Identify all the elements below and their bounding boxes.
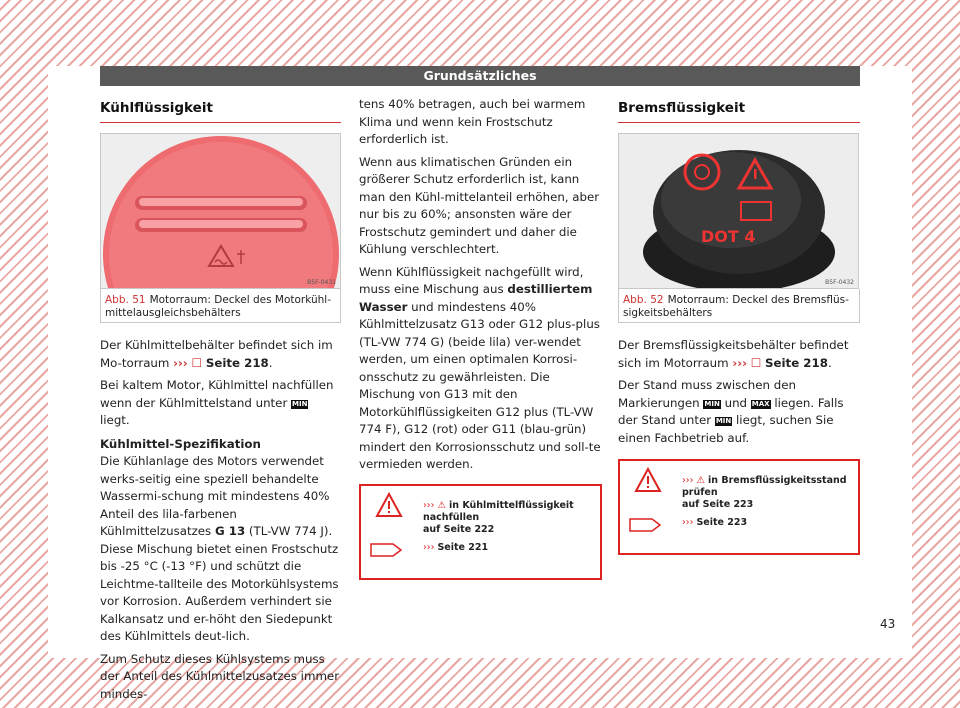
note-icon (371, 544, 401, 556)
warning-link-row[interactable] (682, 475, 858, 511)
caption-text: Motorraum: Deckel des Bremsflüs-sigkeitsbehälters (623, 294, 849, 319)
page-number: 43 (880, 617, 896, 631)
book-icon: ☐ (191, 355, 203, 370)
warning-box-brake (618, 459, 860, 555)
warning-small-icon: ⚠ (437, 499, 446, 511)
brake-cap-illustration (619, 134, 859, 289)
mid-body (359, 96, 602, 474)
warning-icons (361, 486, 417, 578)
min-marker-icon: MIN (704, 399, 720, 408)
arrow-link-icon[interactable]: ››› (732, 355, 747, 370)
arrow-link-icon[interactable]: ››› (173, 355, 188, 370)
section-title-brake-fluid: Bremsflüssigkeit (618, 96, 860, 123)
warning-small-icon: ⚠ (696, 475, 705, 486)
figure-caption (619, 289, 859, 320)
min-marker-icon: MIN (715, 417, 732, 425)
min-marker-icon: MIN (292, 399, 308, 408)
text: und mindestens 40% Kühlmittelzusatz G13 oder G12 plus-plus (TL-VW 774 G) (beide lila) ver-wendet werden, um einen optimalen Korrosi-onsschutz zu gewährleisten. Die Mischung von G13 mit den Motorkühlflüssigkeiten G12 plus (TL-VW 774 F), G12 (rot) oder G11 (blau-grün) mindert den Korrosionsschutz und soll-te vermieden werden. (359, 299, 601, 471)
text: liegt. (100, 413, 130, 427)
dot4-label: DOT 4 (701, 227, 756, 246)
paragraph (100, 377, 341, 430)
text: und (724, 395, 748, 410)
section-title-coolant: Kühlflüssigkeit (100, 96, 341, 123)
max-marker-icon: MAX (751, 399, 770, 408)
figure-code: B5F-0432 (825, 279, 854, 286)
book-icon: ☐ (750, 355, 762, 370)
paragraph: Wenn aus klimatischen Gründen ein größerer Schutz erforderlich ist, kann man den Kühl-mittelanteil erhöhen, aber nur bis zu 60%; ansonsten wäre der Frostschutz gemindert und daher die Kühlung verschlechtert. (359, 154, 600, 256)
caption-box (618, 289, 860, 323)
text: Der Kühlmittelbehälter befindet sich im Mo-torraum (100, 338, 333, 370)
left-body (100, 337, 341, 703)
chapter-header: Grundsätzliches (100, 66, 860, 86)
figure-number: Abb. 51 (105, 294, 146, 306)
subheading-spec: Kühlmittel-Spezifikation (100, 436, 261, 451)
arrow-link-icon: ››› (682, 517, 694, 528)
text: Bei kaltem Motor, Kühlmittel nachfüllen wenn der Kühlmittelstand unter (100, 378, 334, 410)
figure-brake-cap (618, 133, 859, 289)
paragraph (618, 377, 860, 447)
warning-link-text: in Kühlmittelflüssigkeit nachfüllen (423, 499, 574, 523)
arrow-link-icon: ››› (423, 541, 435, 553)
text: Wenn Kühlflüssigkeit nachgefüllt wird, muss eine Mischung aus (359, 264, 584, 296)
page-reference-link[interactable]: Seite 218 (765, 355, 828, 370)
caption-text: Motorraum: Deckel des Motorkühl-mittelausgleichsbehälters (105, 294, 332, 319)
warning-link-row[interactable] (423, 500, 600, 536)
note-link-page: Seite 223 (696, 517, 748, 528)
text: liegen. Falls der Stand unter (618, 395, 844, 427)
column-middle (359, 96, 602, 580)
coolant-cap-illustration (101, 134, 341, 289)
text: Die Kühlanlage des Motors verwendet werks-seitig eine speziell behandelte Wassermi-schung mit mindestens 40% Anteil des lila-farbenen Kühlmittelzusatzes (100, 454, 330, 538)
arrow-link-icon: ››› (423, 499, 435, 511)
column-right (618, 96, 860, 555)
text: Der Stand muss zwischen den Markierungen (618, 378, 796, 410)
note-icon (630, 519, 660, 531)
text: liegt, suchen Sie einen Fachbetrieb auf. (618, 413, 834, 445)
paragraph: Zum Schutz dieses Kühlsystems muss der Anteil des Kühlmittelzusatzes immer mindes- (100, 651, 340, 701)
note-link-page: Seite 221 (437, 541, 489, 553)
page-reference-link[interactable]: Seite 218 (205, 355, 269, 370)
paragraph (359, 264, 602, 474)
text: (TL-VW 774 J). Diese Mischung bietet einen Frostschutz bis -25 °C (-13 °F) und schützt die Leichtme-tallteile des Motorkühlsystems vor Korrosion. Außerdem verhindert sie Kalkansatz und er-höht den Siedepunkt des Kühlmittels deut-lich. (100, 524, 339, 643)
paragraph: tens 40% betragen, auch bei warmem Klima und wenn kein Frostschutz erforderlich ist. (359, 97, 586, 146)
caption-box (100, 289, 341, 323)
figure-number: Abb. 52 (623, 294, 664, 306)
arrow-link-icon: ››› (682, 475, 694, 486)
text: Der Bremsflüssigkeitsbehälter befindet sich im Motorraum (618, 338, 849, 370)
warning-icons (620, 461, 676, 553)
warning-link-page: auf Seite 223 (682, 499, 754, 510)
right-body (618, 337, 860, 447)
warning-link-page: auf Seite 222 (423, 523, 495, 535)
note-link-row[interactable] (423, 542, 488, 554)
paragraph: Der Bremsflüssigkeitsbehälter befindet sich im Motorraum ››› ☐ Seite 218. (618, 338, 849, 370)
column-left (100, 96, 341, 708)
warning-box-coolant (359, 484, 602, 580)
paragraph: Der Kühlmittelbehälter befindet sich im Mo-torraum ››› ☐ Seite 218. (100, 338, 333, 370)
warning-link-text: in Bremsflüssigkeitsstand prüfen (682, 475, 847, 498)
bold-text: G 13 (214, 524, 246, 538)
paragraph (100, 453, 341, 646)
bold-text: destilliertem Wasser (359, 282, 593, 314)
note-link-row[interactable] (682, 517, 747, 529)
figure-code: B5F-0431 (307, 279, 336, 286)
figure-caption (101, 289, 340, 320)
figure-coolant-cap (100, 133, 341, 289)
